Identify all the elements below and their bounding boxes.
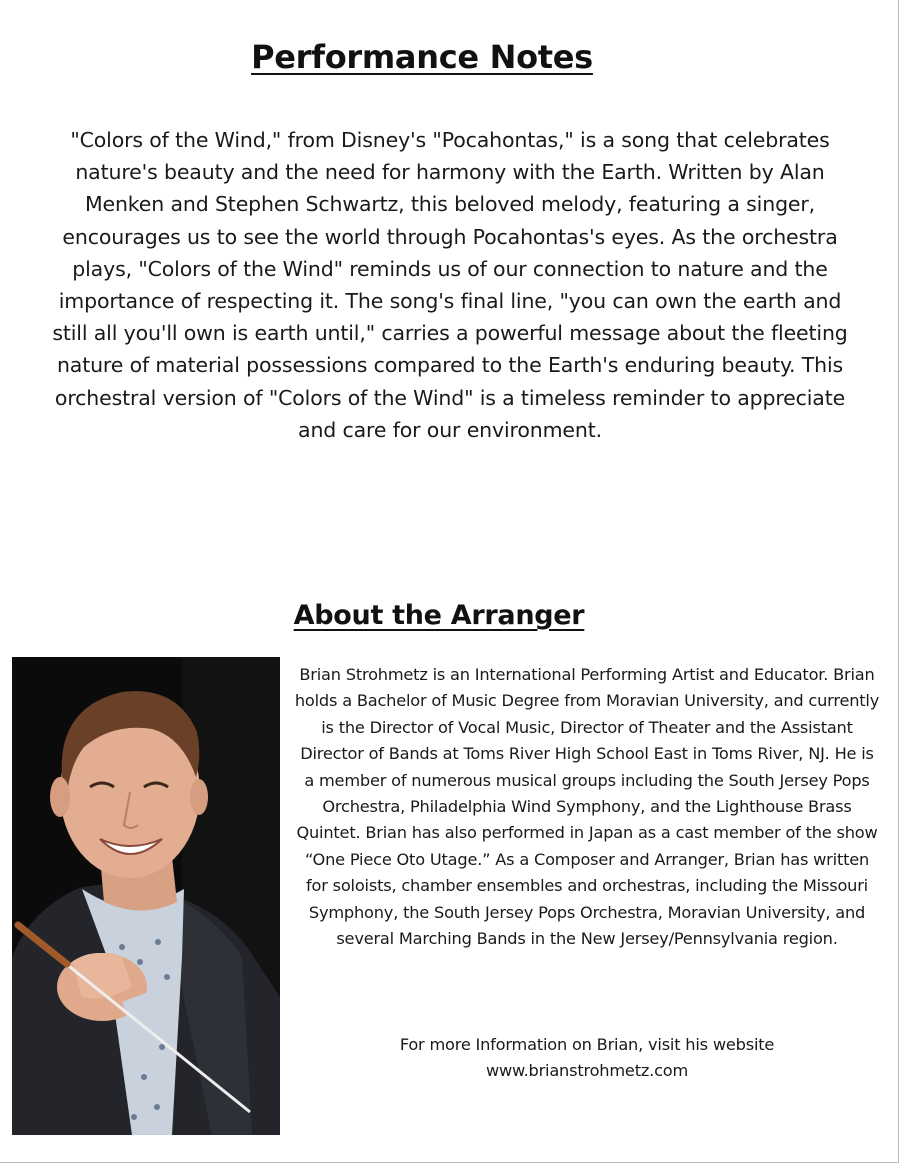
contact-line: For more Information on Brian, visit his website [399,1035,775,1054]
arranger-contact [294,1032,880,1085]
about-arranger-title: About the Arranger [293,600,585,631]
performance-notes-title: Performance Notes [251,38,593,76]
arranger-photo [12,657,280,1135]
performance-notes-body: "Colors of the Wind," from Disney's "Pocahontas," is a song that celebrates nature's beauty and the need for harmony with the Earth. Written by Alan Menken and Stephen Schwartz, this beloved melody, featuring a singer, encourages us to see the world through Pocahontas's eyes. As the orchestra plays, "Colors of the Wind" reminds us of our connection to nature and the importance of respecting it. The song's final line, "you can own the earth and still all you'll own is earth until," carries a powerful message about the fleeting nature of material possessions compared to the Earth's enduring beauty. This orchestral version of "Colors of the Wind" is a timeless reminder to appreciate and care for our environment. [52,128,848,442]
website-link[interactable]: www.brianstrohmetz.com [485,1061,689,1081]
arranger-bio: Brian Strohmetz is an International Performing Artist and Educator. Brian holds a Bachelor of Music Degree from Moravian University, and currently is the Director of Vocal Music, Director of Theater and the Assistant Director of Bands at Toms River High School East in Toms River, NJ. He is a member of numerous musical groups including the South Jersey Pops Orchestra, Philadelphia Wind Symphony, and the Lighthouse Brass Quintet. Brian has also performed in Japan as a cast member of the show “One Piece Oto Utage.” As a Composer and Arranger, Brian has written for soloists, chamber ensembles and orchestras, including the Missouri Symphony, the South Jersey Pops Orchestra, Moravian University, and several Marching Bands in the New Jersey/Pennsylvania region. [294,665,880,949]
